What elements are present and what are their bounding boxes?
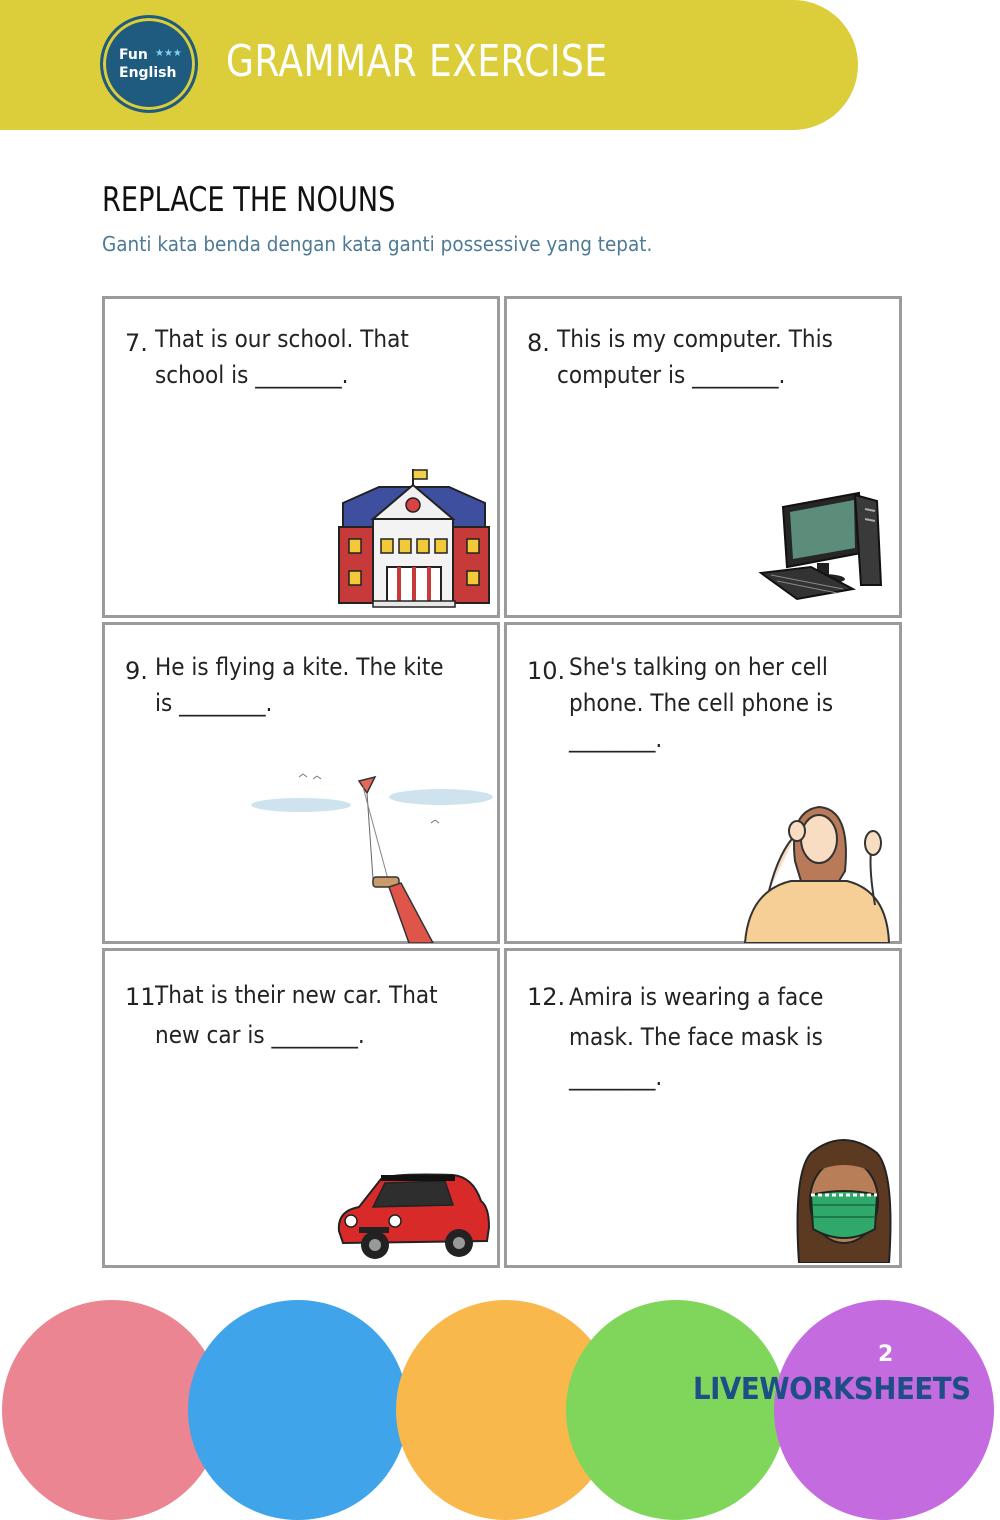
question-line-1: That is our school. That xyxy=(155,325,409,353)
question-line-3: ________. xyxy=(569,1063,663,1091)
desktop-computer-icon xyxy=(757,489,897,607)
stars-icon: ★★★ xyxy=(155,48,182,59)
question-line-3: ________. xyxy=(569,725,663,753)
logo-line2: English xyxy=(119,65,177,81)
question-text xyxy=(557,321,833,393)
question-text xyxy=(155,975,438,1055)
question-text xyxy=(155,321,409,393)
question-card-12 xyxy=(504,948,902,1268)
question-line-2: is ________. xyxy=(155,689,273,717)
question-number: 11. xyxy=(125,983,164,1011)
red-car-icon xyxy=(333,1171,493,1263)
kite-icon xyxy=(249,767,495,943)
question-card-11 xyxy=(102,948,500,1268)
school-building-icon xyxy=(333,467,495,609)
question-line-2: mask. The face mask is xyxy=(569,1023,823,1051)
footer-circle-blue xyxy=(188,1300,408,1520)
section-title: REPLACE THE NOUNS xyxy=(102,180,396,220)
question-text xyxy=(155,649,444,721)
question-line-2: computer is ________. xyxy=(557,361,786,389)
question-line-1: This is my computer. This xyxy=(557,325,833,353)
question-card-8 xyxy=(504,296,902,618)
question-card-9 xyxy=(102,622,500,944)
question-number: 10. xyxy=(527,657,566,685)
question-line-2: new car is ________. xyxy=(155,1021,365,1049)
question-line-1: That is their new car. That xyxy=(155,981,438,1009)
question-line-2: school is ________. xyxy=(155,361,349,389)
section-subtitle: Ganti kata benda dengan kata ganti possessive yang tepat. xyxy=(102,232,653,256)
question-text xyxy=(569,649,833,757)
face-mask-girl-icon xyxy=(791,1133,897,1263)
question-line-1: She's talking on her cell xyxy=(569,653,828,681)
question-number: 8. xyxy=(527,329,550,357)
logo-line1: Fun xyxy=(119,47,148,63)
question-card-10 xyxy=(504,622,902,944)
page-number: 2 xyxy=(878,1342,894,1367)
question-number: 7. xyxy=(125,329,148,357)
footer-circle-purple xyxy=(774,1300,994,1520)
question-card-7 xyxy=(102,296,500,618)
fun-english-logo xyxy=(100,15,198,113)
question-line-1: He is flying a kite. The kite xyxy=(155,653,444,681)
question-number: 9. xyxy=(125,657,148,685)
woman-phone-icon xyxy=(739,781,899,943)
question-text xyxy=(569,977,823,1097)
question-line-2: phone. The cell phone is xyxy=(569,689,834,717)
liveworksheets-logo: LIVEWORKSHEETS xyxy=(693,1372,971,1407)
question-line-1: Amira is wearing a face xyxy=(569,983,824,1011)
page-title: GRAMMAR EXERCISE xyxy=(226,36,608,87)
footer-circle-green xyxy=(566,1300,786,1520)
question-number: 12. xyxy=(527,983,566,1011)
